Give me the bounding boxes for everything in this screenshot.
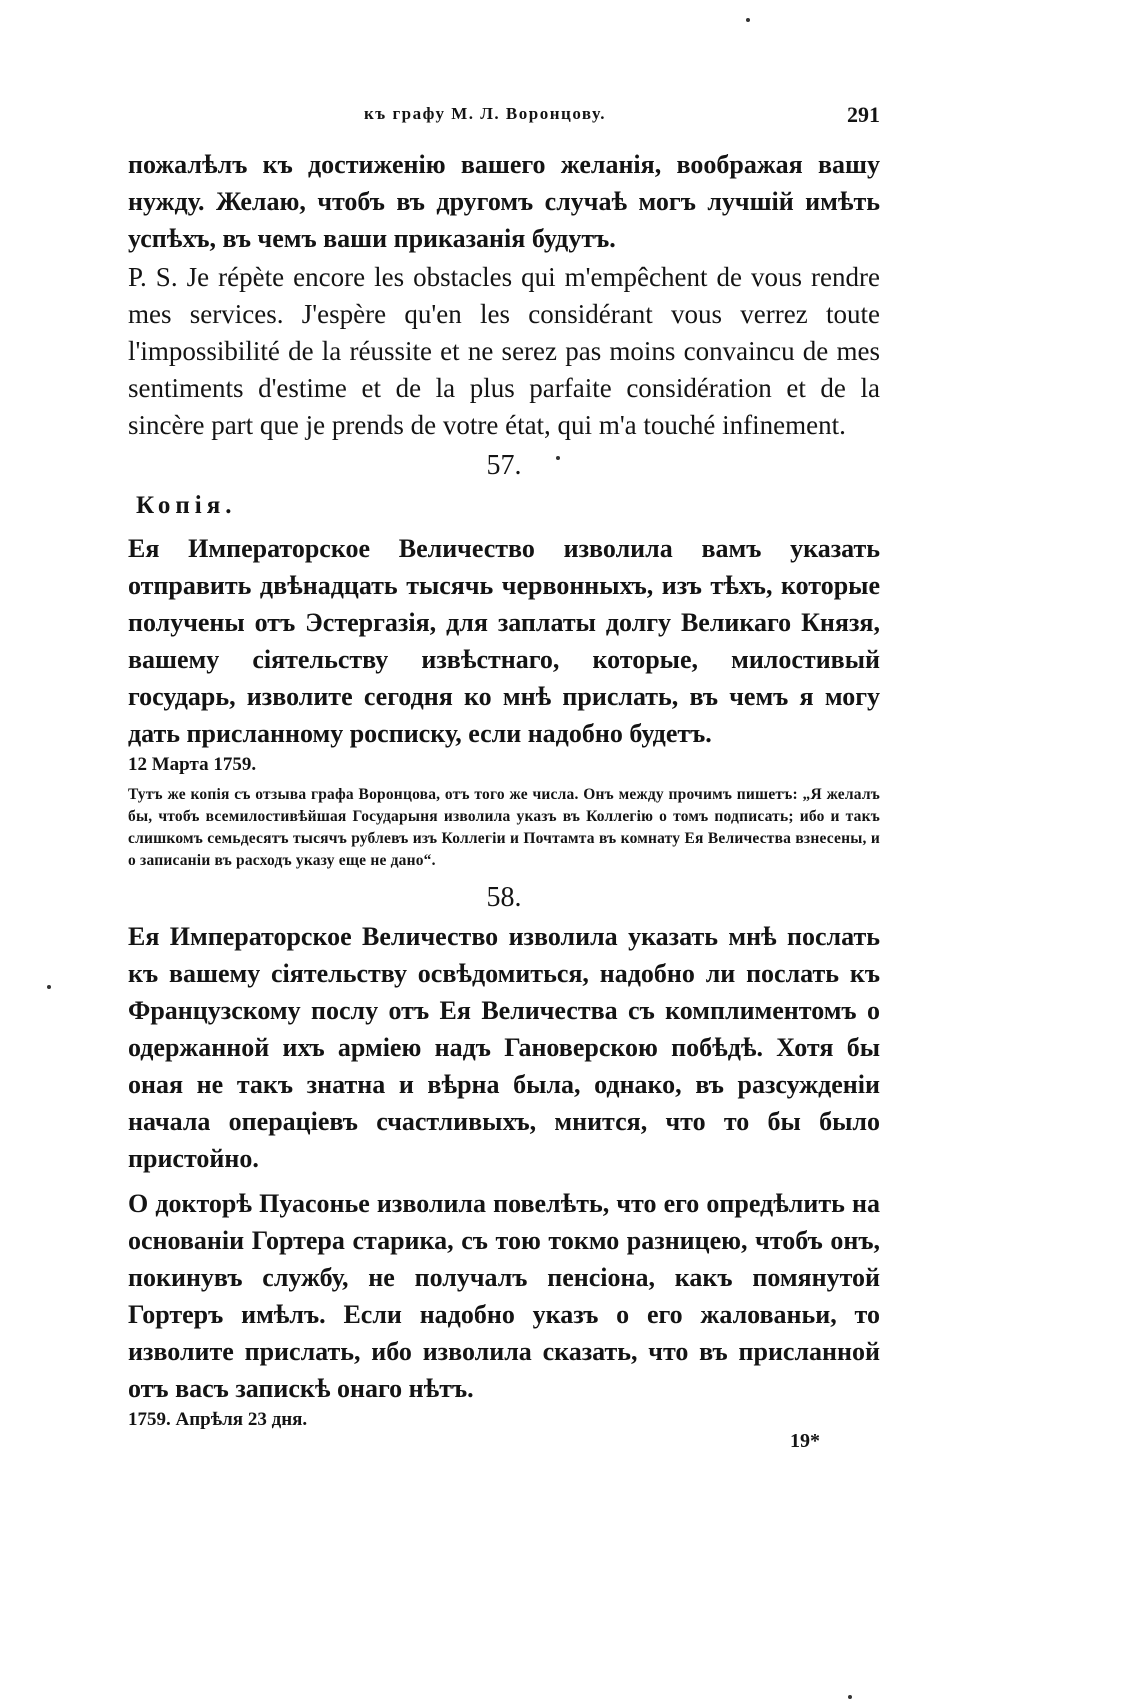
- dust-speck: [848, 1695, 852, 1699]
- letter-58-text-1: Ея Императорское Величество изволила указать мнѣ послать къ вашему сіятельству освѣдомиться, надобно ли послать къ Французскому послу отъ Ея Величества съ комплиментомъ о одержанной ихъ арміею надъ Гановерскою побѣдѣ. Хотя бы оная не такъ знатна и вѣрна была, однако, въ разсужденіи начала операціевъ счастливыхъ, мнится, что то бы было пристойно.: [128, 922, 880, 1173]
- letter-58-text-2: О докторѣ Пуасонье изволила повелѣть, что его опредѣлить на основаніи Гортера старика, съ тою токмо разницею, чтобъ онъ, покинувъ службу, не получалъ пенсіона, какъ помянутой Гортеръ имѣлъ. Если надобно указъ о его жалованьи, то изволите прислать, ибо изволила сказать, что въ присланной отъ васъ запискѣ онаго нѣтъ.: [128, 1189, 880, 1403]
- letter-number-57: 57.: [486, 450, 522, 481]
- dust-speck: [556, 456, 560, 460]
- letter-58-date: 1759. Апрѣля 23 дня.: [128, 1409, 308, 1430]
- page-number: 291: [847, 102, 880, 127]
- paragraph-continuation: пожалѣлъ къ достиженію вашего желанія, воображая вашу нужду. Желаю, чтобъ въ другомъ случаѣ могъ лучшій имѣть успѣхъ, въ чемъ ваши приказанія будутъ.: [128, 150, 880, 253]
- paragraph-postscript: P. S. Je répète encore les obstacles qui m'empêchent de vous rendre mes services. J'espère qu'en les considérant vous verrez toute l'impossibilité de la réussite et ne serez pas moins convaincu de mes sentiments d'estime et de la plus parfaite considération et de la sincère part que je prends de votre état, qui m'a touché infinement.: [128, 262, 880, 440]
- letter-title-copy: Копія.: [136, 492, 237, 519]
- page-header: [128, 102, 880, 136]
- letter-number-58: 58.: [486, 882, 522, 913]
- signature-mark: 19*: [790, 1430, 820, 1452]
- letter-57-date: 12 Марта 1759.: [128, 754, 257, 775]
- dust-speck: [47, 985, 51, 989]
- running-head: къ графу М. Л. Воронцову.: [364, 104, 607, 123]
- dust-speck: [746, 18, 750, 22]
- page-body: [128, 146, 880, 1433]
- letter-57-note: Тутъ же копія съ отзыва графа Воронцова, отъ того же числа. Онъ между прочимъ пишетъ: „Я желалъ бы, чтобъ всемилостивѣйшая Государыня изволила указъ въ Коллегію о томъ подписать; ибо и такъ слишкомъ семьдесятъ тысячъ рублевъ изъ Коллегіи и Почтамта въ комнату Ея Величества взнесены, и о записаніи въ расходъ указу еще не дано“.: [128, 786, 880, 869]
- letter-57-text: Ея Императорское Величество изволила вамъ указать отправить двѣнадцать тысячь червонныхъ, изъ тѣхъ, которые получены отъ Эстергазія, для заплаты долгу Великаго Князя, вашему сіятельству извѣстнаго, которые, милостивый государь, изволите сегодня ко мнѣ прислать, въ чемъ я могу дать присланному росписку, если надобно будетъ.: [128, 534, 880, 748]
